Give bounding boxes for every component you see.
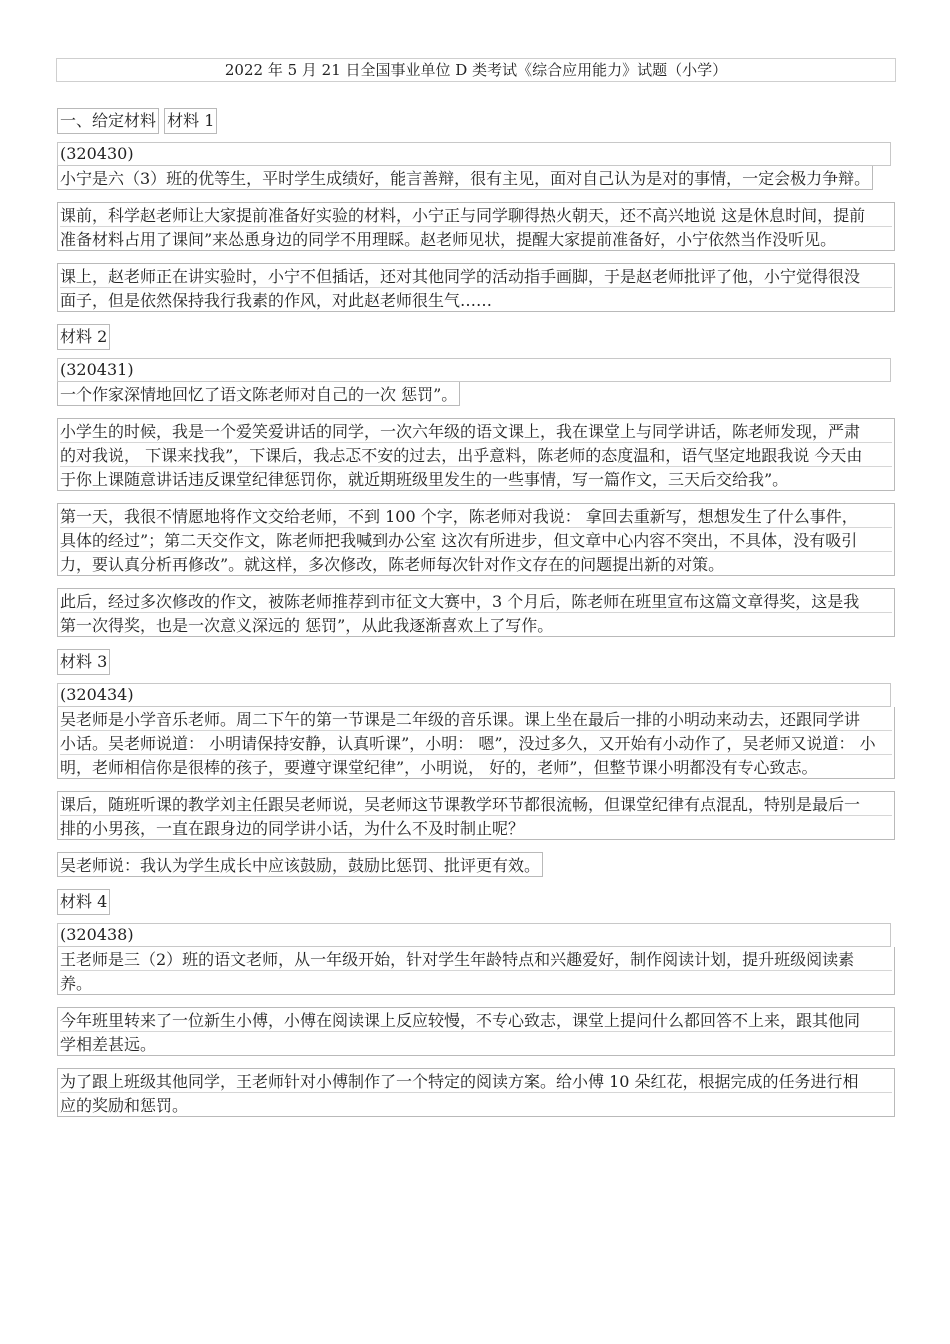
material-paragraph <box>57 202 895 251</box>
material-paragraph <box>57 418 895 491</box>
paragraph-line: 课前，科学赵老师让大家提前准备好实验的材料，小宁正与同学聊得热火朝天，还不高兴地说 这是休息时间，提前 <box>60 203 892 227</box>
paragraph-line: 准备材料占用了课间”来怂恿身边的同学不用理睬。赵老师见状，提醒大家提前准备好，小宁依然当作没听见。 <box>60 230 837 249</box>
paragraph-line: 于你上课随意讲话违反课堂纪律惩罚你，就近期班级里发生的一些事情，写一篇作文，三天后交给我”。 <box>60 470 789 489</box>
material-label: 材料 4 <box>57 889 110 915</box>
paragraph-line: 第一天，我很不情愿地将作文交给老师，不到 100 个字，陈老师对我说： 拿回去重新写，想想发生了什么事件， <box>60 504 892 528</box>
paragraph-line: 小宁是六（3）班的优等生，平时学生成绩好，能言善辩，很有主见，面对自己认为是对的事情，一定会极力争辩。 <box>60 169 871 188</box>
paragraph-line: 一个作家深情地回忆了语文陈老师对自己的一次 惩罚”。 <box>60 385 458 404</box>
material-paragraph <box>57 588 895 637</box>
material-paragraph <box>57 166 873 190</box>
section-heading: 一、给定材料 <box>57 108 159 134</box>
paragraph-line: 此后，经过多次修改的作文，被陈老师推荐到市征文大赛中，3 个月后，陈老师在班里宣布这篇文章得奖，这是我 <box>60 589 892 613</box>
paragraph-line: 明，老师相信你是很棒的孩子，要遵守课堂纪律”，小明说， 好的，老师”，但整节课小明都没有专心致志。 <box>60 758 818 777</box>
material-label: 材料 2 <box>57 324 110 350</box>
paragraph-line: 课上，赵老师正在讲实验时，小宁不但插话，还对其他同学的活动指手画脚，于是赵老师批评了他，小宁觉得很没 <box>60 264 892 288</box>
document-body <box>57 108 895 1129</box>
paragraph-line: 力，要认真分析再修改”。就这样，多次修改，陈老师每次针对作文存在的问题提出新的对策。 <box>60 555 725 574</box>
material-paragraph <box>57 1007 895 1056</box>
material-paragraph <box>57 707 895 779</box>
paragraph-line: 第一次得奖，也是一次意义深远的 惩罚”，从此我逐渐喜欢上了写作。 <box>60 616 554 635</box>
paragraph-line: 吴老师是小学音乐老师。周二下午的第一节课是二年级的音乐课。课上坐在最后一排的小明动来动去，还跟同学讲 <box>60 707 892 731</box>
document-title: 2022 年 5 月 21 日全国事业单位 D 类考试《综合应用能力》试题（小学） <box>56 58 896 82</box>
paragraph-line: 课后，随班听课的教学刘主任跟吴老师说，吴老师这节课教学环节都很流畅，但课堂纪律有点混乱，特别是最后一 <box>60 792 892 816</box>
material-paragraph <box>57 263 895 312</box>
material-id: (320431) <box>57 358 891 382</box>
material-id: (320430) <box>57 142 891 166</box>
material-paragraph <box>57 1068 895 1117</box>
material-paragraph <box>57 382 460 406</box>
paragraph-line: 为了跟上班级其他同学，王老师针对小傅制作了一个特定的阅读方案。给小傅 10 朵红花，根据完成的任务进行相 <box>60 1069 892 1093</box>
material-paragraph <box>57 791 895 840</box>
material-label: 材料 1 <box>164 108 217 134</box>
material-paragraph <box>57 947 895 995</box>
paragraph-line: 学相差甚远。 <box>60 1035 157 1054</box>
material-id: (320434) <box>57 683 891 707</box>
paragraph-line: 今年班里转来了一位新生小傅，小傅在阅读课上反应较慢，不专心致志，课堂上提问什么都回答不上来，跟其他同 <box>60 1008 892 1032</box>
paragraph-line: 小话。吴老师说道： 小明请保持安静，认真听课”，小明： 嗯”，没过多久，又开始有小动作了，吴老师又说道： 小 <box>60 731 892 755</box>
material-label: 材料 3 <box>57 649 110 675</box>
paragraph-line: 小学生的时候，我是一个爱笑爱讲话的同学，一次六年级的语文课上，我在课堂上与同学讲话，陈老师发现，严肃 <box>60 419 892 443</box>
paragraph-line: 面子，但是依然保持我行我素的作风，对此赵老师很生气…… <box>60 291 493 310</box>
material-paragraph <box>57 852 543 877</box>
paragraph-line: 具体的经过”；第二天交作文，陈老师把我喊到办公室 这次有所进步，但文章中心内容不突出，不具体，没有吸引 <box>60 528 892 552</box>
paragraph-line: 吴老师说：我认为学生成长中应该鼓励，鼓励比惩罚、批评更有效。 <box>60 856 541 875</box>
paragraph-line: 排的小男孩，一直在跟身边的同学讲小话，为什么不及时制止呢？ <box>60 819 525 838</box>
material-paragraph <box>57 503 895 576</box>
paragraph-line: 养。 <box>60 974 93 993</box>
material-id: (320438) <box>57 923 891 947</box>
paragraph-line: 的对我说， 下课来找我”，下课后，我忐忑不安的过去，出乎意料，陈老师的态度温和，语气坚定地跟我说 今天由 <box>60 443 892 467</box>
paragraph-line: 应的奖励和惩罚。 <box>60 1096 189 1115</box>
paragraph-line: 王老师是三（2）班的语文老师，从一年级开始，针对学生年龄特点和兴趣爱好，制作阅读计划，提升班级阅读素 <box>60 947 892 971</box>
